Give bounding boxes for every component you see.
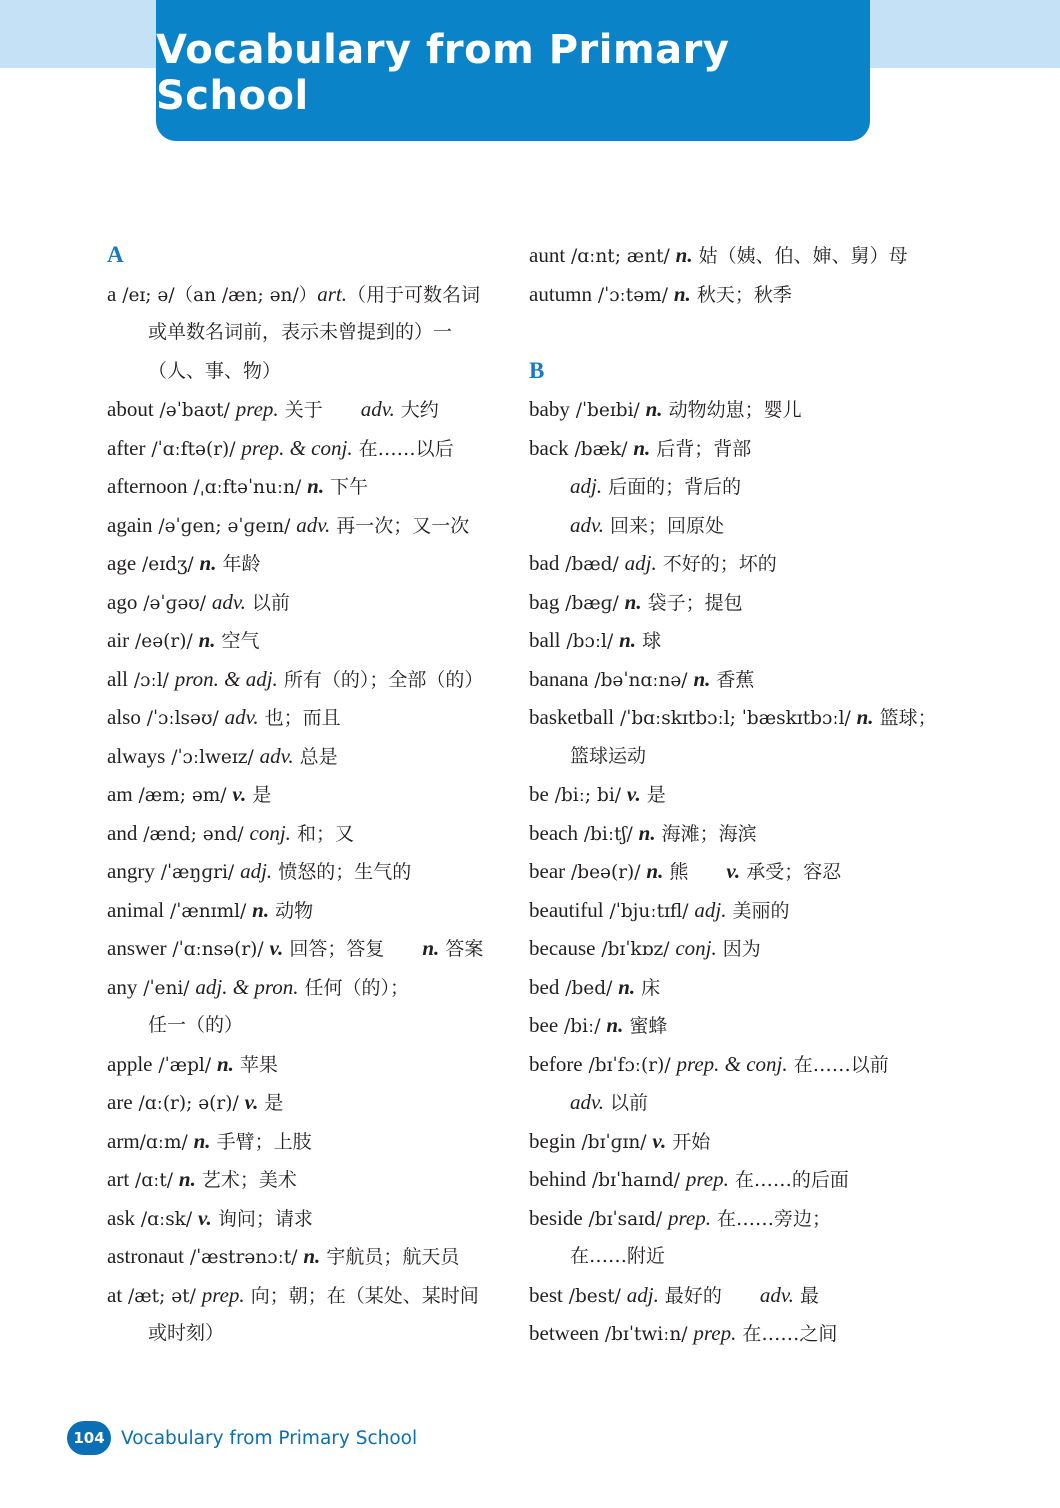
meaning: 最好的 [658,1284,760,1307]
part-of-speech: n. [633,435,651,460]
vocab-entry [529,429,949,468]
meaning: 篮球运动 [570,744,647,767]
meaning: 或时刻） [148,1322,225,1344]
phonetic: /bɪˈfɔː(r)/ [582,1054,677,1076]
headword: be [529,782,549,806]
phonetic: /bæd/ [559,554,625,575]
headword: bee [529,1013,559,1037]
vocab-entry [107,506,507,545]
section-spacer [529,313,949,352]
headword: all [107,666,128,691]
part-of-speech: adj. & pron. [195,974,299,999]
meaning: 在……以前 [787,1053,889,1076]
part-of-speech: adv. [296,512,331,537]
vocab-entry [529,583,949,622]
part-of-speech: adv. [360,397,395,421]
headword: any [107,974,138,999]
headword: bad [529,551,560,575]
phonetic: /ˈæpl/ [152,1054,217,1076]
meaning: 最 [793,1284,819,1307]
meaning: 在……旁边； [710,1207,832,1230]
vocab-entry [529,1160,949,1199]
phonetic: /ˈɔːlsəʊ/ [140,708,225,729]
part-of-speech: n. [675,243,693,267]
phonetic: /ɔːl/ [128,669,175,691]
headword: beside [529,1205,583,1230]
entry-continuation [529,467,949,506]
part-of-speech: n. [624,589,642,614]
phonetic: /ˈbeɪbi/ [569,400,646,421]
part-of-speech: adv. [224,705,259,729]
meaning: 因为 [716,938,761,960]
part-of-speech: adv. [259,743,294,768]
part-of-speech: n. [618,974,636,999]
headword: ask [107,1205,135,1230]
part-of-speech: n. [193,1128,211,1153]
headword: animal [107,897,165,922]
phonetic: /bæk/ [568,438,634,460]
vocab-entry [529,660,949,699]
meaning: 在……的后面 [728,1169,849,1191]
vocab-entry [107,544,507,583]
meaning: 不好的；坏的 [656,553,777,575]
headword: bag [529,589,560,614]
phonetic: /əˈbaʊt/ [153,400,236,421]
page-footer [67,1421,417,1455]
part-of-speech: adj. [240,859,273,883]
headword: angry [107,859,155,883]
phonetic: /ˌɑːftəˈnuːn/ [187,477,308,498]
vocab-entry [107,660,507,699]
phonetic: /ˈeni/ [137,977,196,999]
phonetic: /biːtʃ/ [577,823,639,845]
meaning: （人、事、物） [148,359,282,382]
headword: air [107,628,130,652]
meaning: 再一次；又一次 [330,514,470,537]
meaning: 在……之间 [736,1323,838,1345]
phonetic: /æt; ət/ [122,1285,202,1307]
meaning: 动物 [269,899,314,922]
vocab-entry [529,814,949,853]
vocabulary-column-right [529,236,949,1353]
headword: autumn [529,281,592,306]
meaning: 篮球； [873,707,937,729]
vocab-entry [107,1122,507,1161]
part-of-speech: n. [646,859,664,883]
vocab-entry [107,1276,507,1315]
headword: back [529,435,569,460]
meaning: 秋天；秋季 [690,283,792,306]
vocab-entry [529,275,949,314]
entry-continuation [529,737,949,776]
headword: beautiful [529,897,604,922]
headword: basketball [529,705,615,729]
part-of-speech: n. [307,474,325,498]
meaning: （用于可数名词 [346,283,480,306]
part-of-speech: v. [652,1128,667,1153]
phonetic: /ˈɑːnsə(r)/ [166,939,270,960]
phonetic: /ˈɑːftə(r)/ [145,438,242,460]
headword: about [107,397,154,421]
phonetic: /ɑːnt; ænt/ [565,246,676,267]
vocab-entry [529,1122,949,1161]
part-of-speech: v. [626,782,641,806]
phonetic: /biː/ [558,1016,607,1037]
headword: begin [529,1128,576,1153]
meaning: 下午 [324,476,369,498]
meaning: 艺术；美术 [195,1169,297,1191]
meaning: 手臂；上肢 [210,1130,312,1153]
part-of-speech: adj. [626,1282,659,1307]
part-of-speech: n. [693,666,711,691]
phonetic: /biː; bi/ [548,785,627,806]
vocab-entry [107,429,507,468]
vocab-entry [529,1006,949,1045]
part-of-speech: v. [726,859,741,883]
phonetic: /əˈɡəʊ/ [137,592,212,614]
meaning: 香蕉 [710,668,755,691]
vocab-entry [529,544,949,583]
meaning: 年龄 [216,553,261,575]
headword: answer [107,936,167,960]
meaning: 空气 [215,630,260,652]
vocab-entry [107,929,507,968]
vocab-entry [107,891,507,930]
meaning: 是 [640,784,666,806]
meaning: 以前 [245,591,290,614]
phonetic: /ˈbɑːskɪtbɔːl; ˈbæskɪtbɔːl/ [614,708,857,729]
meaning: 和；又 [290,822,354,845]
meaning: 或单数名词前，表示未曾提到的）一 [148,321,453,343]
vocab-entry [529,1045,949,1084]
page-title: Vocabulary from Primary School [156,27,730,119]
phonetic: /ɑːsk/ [135,1208,199,1230]
entry-continuation [107,1006,507,1045]
part-of-speech: prep. [693,1321,737,1345]
meaning: 海滩；海滨 [655,822,757,845]
headword: arm [107,1128,140,1153]
part-of-speech: adv. [211,589,246,614]
vocab-entry [107,775,507,814]
part-of-speech: n. [638,820,656,845]
vocab-entry [529,1199,949,1238]
part-of-speech: n. [178,1167,196,1191]
headword: are [107,1090,133,1114]
meaning: 宇航员；航天员 [320,1246,460,1268]
phonetic: /ɑːt/ [129,1170,179,1191]
part-of-speech: prep. [201,1282,245,1307]
meaning: 以前 [604,1092,649,1114]
phonetic: /ɑː(r); ə(r)/ [132,1093,245,1114]
headword: between [529,1321,599,1345]
meaning: 美丽的 [726,899,790,922]
meaning: 是 [246,784,272,806]
section-letter: B [529,357,545,383]
headword: banana [529,666,589,691]
entry-continuation [529,1083,949,1122]
meaning: 苹果 [233,1053,278,1076]
vocab-entry [529,621,949,660]
meaning: 蜜蜂 [623,1015,668,1037]
phonetic: /bɪˈkɒz/ [595,939,676,960]
phonetic: /bəˈnɑːnə/ [588,669,694,691]
vocab-entry [107,275,507,314]
headword: a [107,281,117,306]
meaning: 向；朝；在（某处、某时间 [244,1284,479,1307]
headword: behind [529,1167,587,1191]
headword: aunt [529,243,566,267]
headword: baby [529,397,570,421]
phonetic: /ænd; ənd/ [137,823,250,845]
phonetic: /ɑːm/ [139,1131,194,1153]
page-number-badge: 104 [67,1421,111,1455]
part-of-speech: pron. & adj. [174,666,278,691]
phonetic: /ˈɔːlweɪz/ [165,746,260,768]
vocab-entry [529,698,949,737]
entry-continuation [529,506,949,545]
part-of-speech: n. [199,551,217,575]
footer-title: Vocabulary from Primary School [121,1427,418,1449]
part-of-speech: adj. [624,551,657,575]
part-of-speech: n. [303,1244,321,1268]
meaning: 询问；请求 [211,1207,313,1230]
headword: am [107,782,133,806]
meaning: 后背；背部 [650,437,752,460]
part-of-speech: prep. [685,1167,729,1191]
part-of-speech: v. [198,1205,212,1230]
vocab-entry [107,814,507,853]
part-of-speech: n. [252,897,270,922]
part-of-speech: adj. [694,897,727,922]
entry-continuation [107,313,507,352]
phonetic: /bɪˈtwiːn/ [598,1324,694,1345]
phonetic: /ˈæŋɡri/ [154,862,241,883]
meaning: 开始 [666,1130,711,1153]
meaning: 在……附近 [570,1245,666,1267]
vocab-entry [107,852,507,891]
headword: bed [529,974,560,999]
part-of-speech: art. [317,281,347,306]
part-of-speech: adv. [759,1282,794,1307]
part-of-speech: adv. [570,512,605,537]
entry-continuation [529,1237,949,1276]
meaning: 所有（的）；全部（的） [277,668,484,691]
headword: before [529,1051,583,1076]
part-of-speech: prep. [668,1205,711,1230]
meaning: 是 [258,1092,284,1114]
meaning: 回来；回原处 [604,514,725,537]
meaning: 愤怒的；生气的 [272,861,412,883]
meaning: 后面的；背后的 [602,476,742,498]
headword: art [107,1167,130,1191]
meaning: 也；而且 [258,707,341,729]
part-of-speech: n. [422,936,440,960]
headword: afternoon [107,474,188,498]
phonetic: /beə(r)/ [565,862,647,883]
meaning: 球 [636,630,662,652]
headword: again [107,512,153,537]
part-of-speech: prep. & conj. [676,1051,788,1076]
part-of-speech: n. [198,628,216,652]
part-of-speech: n. [619,628,637,652]
vocab-entry [107,1160,507,1199]
phonetic: /ˈbjuːtɪfl/ [603,900,695,922]
headword: bear [529,859,566,883]
entry-continuation [107,1314,507,1353]
phonetic: /bɪˈhaɪnd/ [586,1170,686,1191]
vocab-entry [107,467,507,506]
vocab-entry [529,390,949,429]
headword: beach [529,820,578,845]
part-of-speech: adj. [570,474,603,498]
phonetic: /ˈæstrənɔːt/ [183,1247,304,1268]
headword: because [529,936,596,960]
vocab-entry [107,1199,507,1238]
part-of-speech: v. [232,782,247,806]
meaning: 动物幼崽；婴儿 [662,399,802,421]
headword: ball [529,628,561,652]
headword: always [107,743,166,768]
meaning: 承受；容忍 [740,861,842,883]
vocab-entry [107,1045,507,1084]
phonetic: /bɪˈɡɪn/ [575,1131,653,1153]
vocab-entry [107,698,507,737]
vocabulary-column-left [107,236,507,1353]
vocab-entry [107,390,507,429]
phonetic: /bæɡ/ [559,592,625,614]
phonetic: /ˈɔːtəm/ [592,284,674,306]
headword: after [107,435,146,460]
part-of-speech: n. [856,705,874,729]
headword: age [107,551,137,575]
headword: ago [107,589,138,614]
meaning: 总是 [293,745,338,768]
meaning: 任何（的）； [298,976,410,999]
phonetic: /bɪˈsaɪd/ [582,1208,669,1230]
vocab-entry [529,929,949,968]
part-of-speech: v. [244,1090,259,1114]
headword: astronaut [107,1244,184,1268]
part-of-speech: adv. [570,1090,605,1114]
headword: apple [107,1051,153,1076]
meaning: 答案 [439,938,484,960]
meaning: 熊 [663,861,727,883]
phonetic: /eɪ; ə/（an /æn; ən/） [116,284,318,306]
phonetic: /æm; əm/ [132,785,233,806]
vocab-entry [529,968,949,1007]
vocab-entry [107,1083,507,1122]
vocab-entry [107,583,507,622]
vocab-entry [529,1314,949,1353]
part-of-speech: conj. [675,936,717,960]
vocab-entry [107,737,507,776]
meaning: 大约 [394,399,439,421]
part-of-speech: prep. [235,397,279,421]
meaning: 袋子；提包 [641,591,743,614]
entry-continuation [107,352,507,391]
meaning: 关于 [278,399,361,421]
vocab-entry [529,236,949,275]
meaning: 姑（姨、伯、婶、舅）母 [692,245,908,267]
phonetic: /bed/ [559,977,619,999]
headword: and [107,820,138,845]
phonetic: /bɔːl/ [560,631,620,652]
vocab-entry [107,1237,507,1276]
vocab-entry [529,852,949,891]
phonetic: /əˈɡen; əˈɡeɪn/ [152,515,297,537]
meaning: 在……以后 [352,437,454,460]
part-of-speech: v. [269,936,284,960]
headword: at [107,1282,123,1307]
vocab-entry [107,968,507,1007]
phonetic: /best/ [562,1285,627,1307]
part-of-speech: n. [645,397,663,421]
vocab-entry [529,1276,949,1315]
vocab-entry [529,775,949,814]
meaning: 床 [635,976,661,999]
part-of-speech: n. [673,281,691,306]
section-letter: A [107,242,124,267]
part-of-speech: prep. & conj. [241,435,353,460]
part-of-speech: conj. [249,820,291,845]
part-of-speech: n. [606,1013,624,1037]
vocab-entry [107,621,507,660]
title-banner [156,0,870,141]
vocab-entry [529,891,949,930]
meaning: 任一（的） [148,1014,244,1036]
phonetic: /eɪdʒ/ [136,554,200,575]
part-of-speech: n. [216,1051,234,1076]
headword: also [107,705,141,729]
phonetic: /eə(r)/ [129,631,199,652]
headword: best [529,1282,563,1307]
phonetic: /ˈænɪml/ [164,900,253,922]
meaning: 回答；答复 [283,938,423,960]
